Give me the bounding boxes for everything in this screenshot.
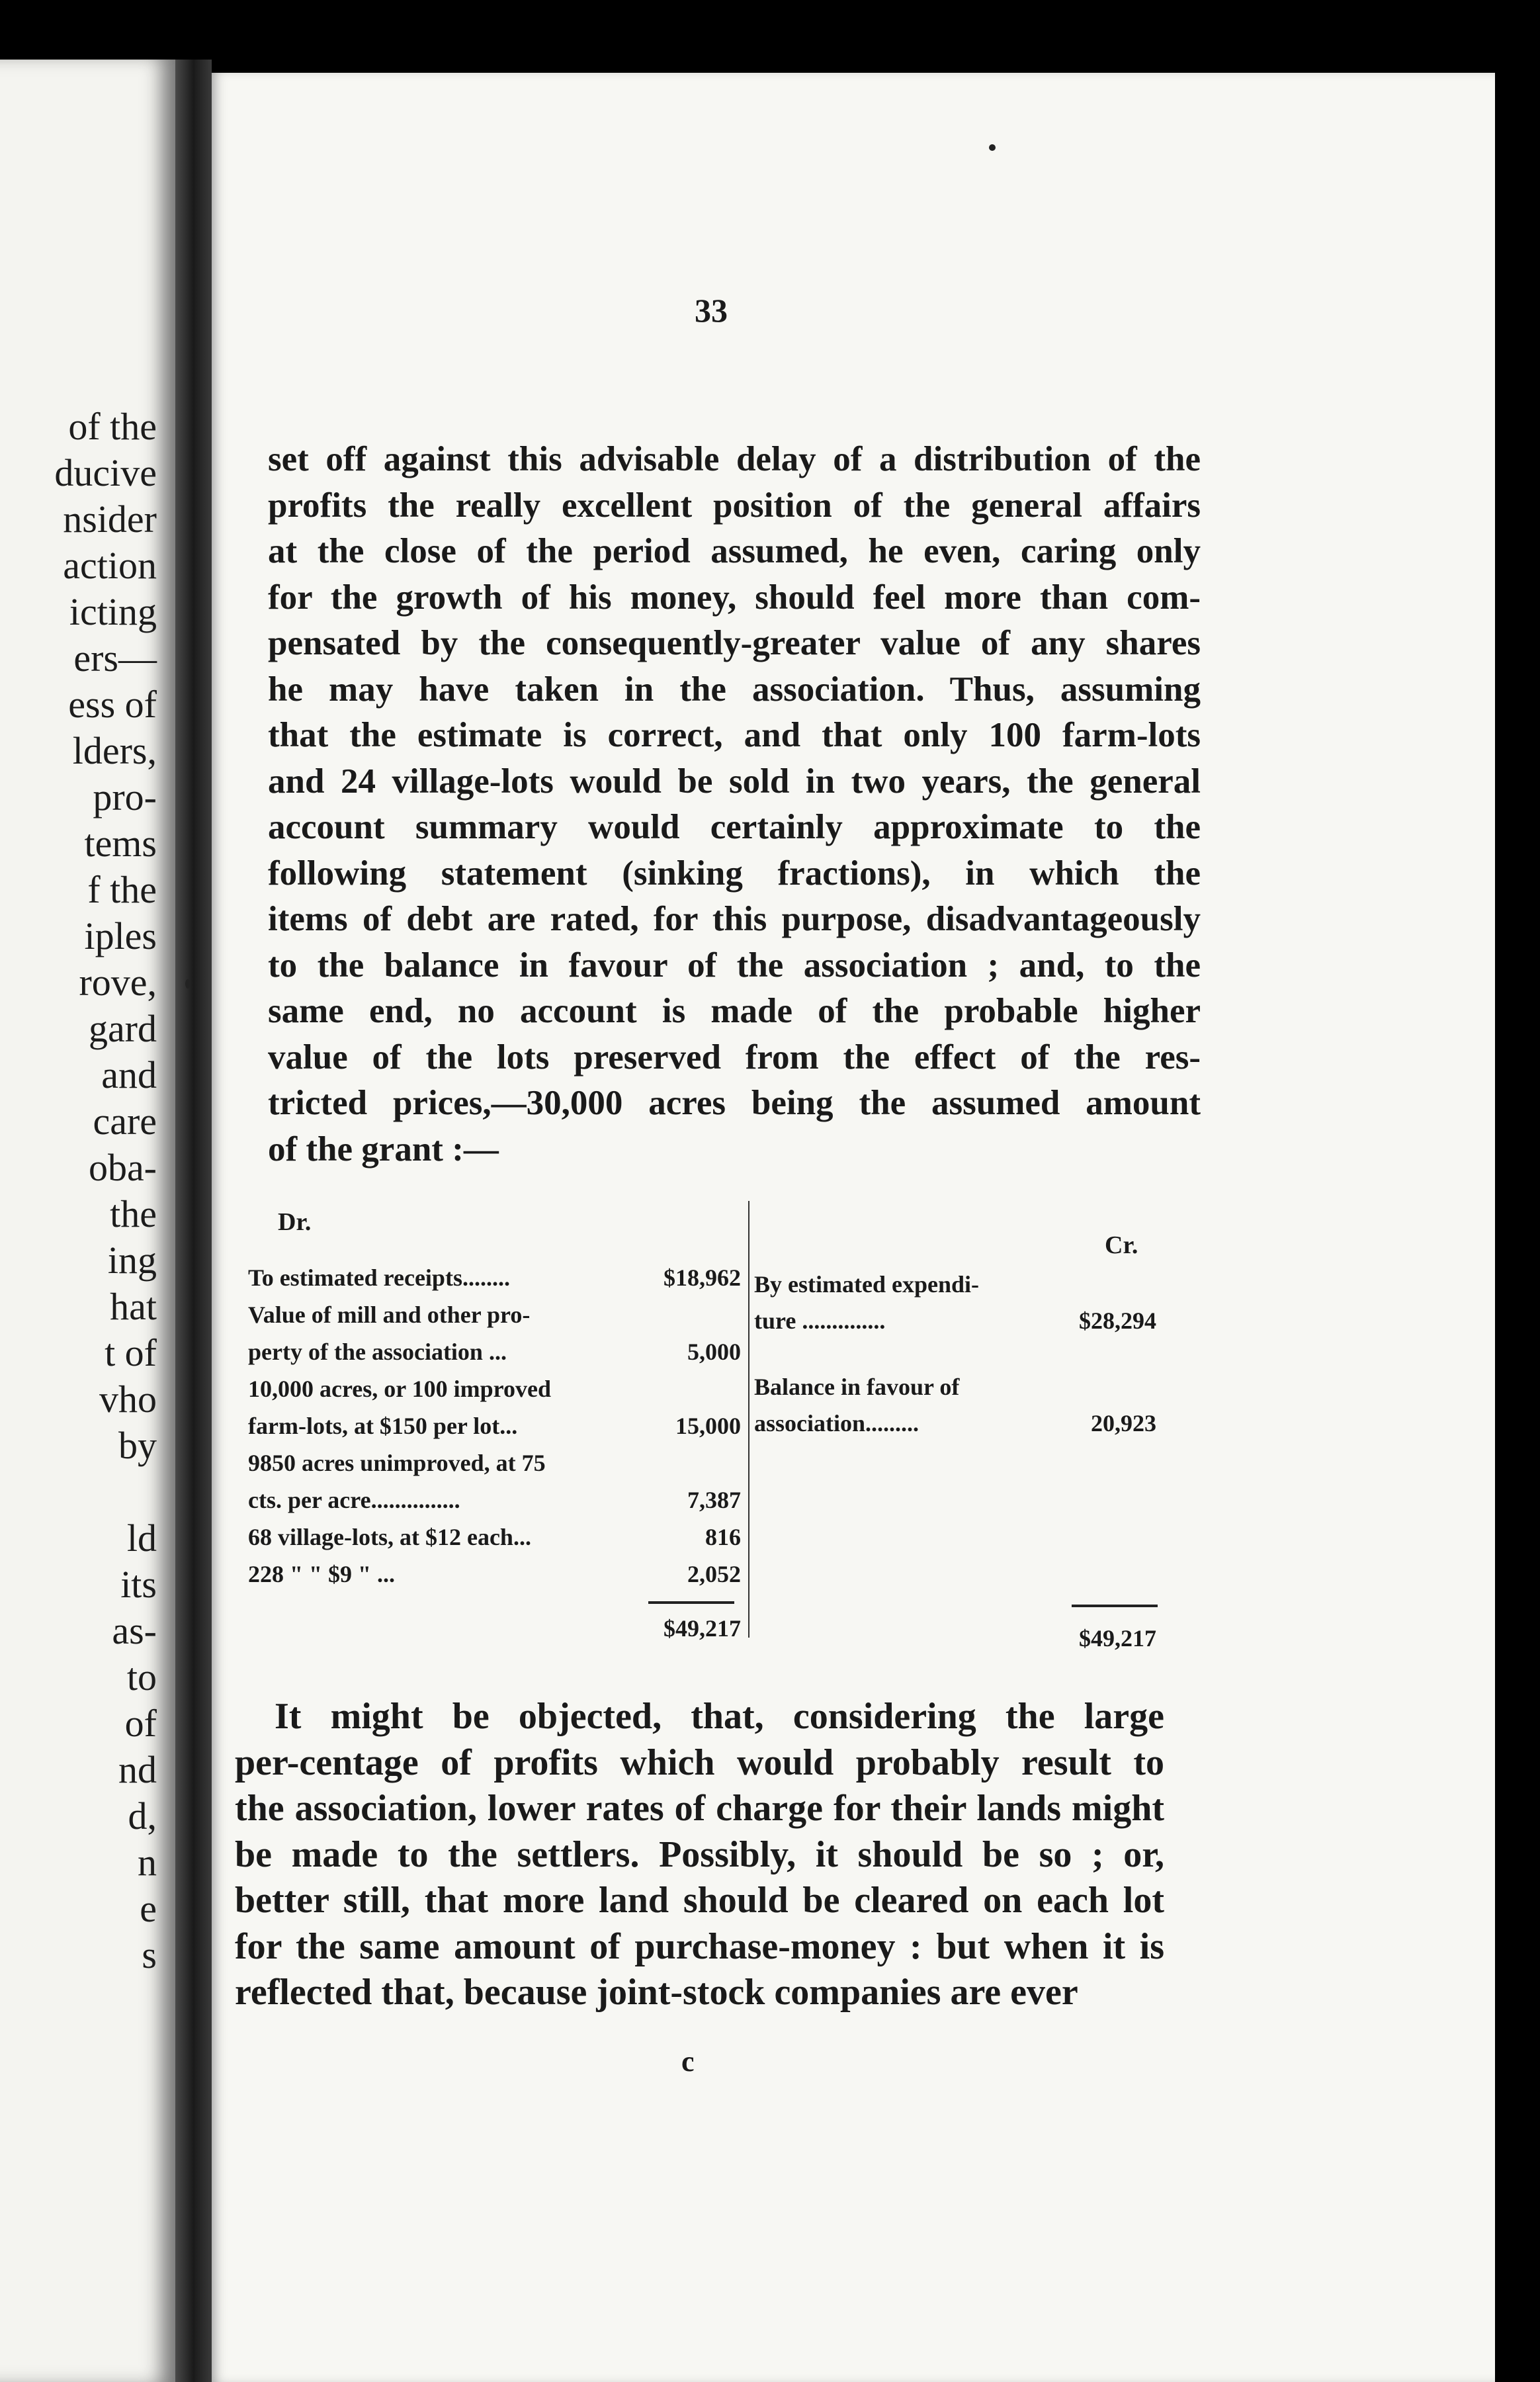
left-page-line: as- (112, 1609, 157, 1652)
text-line: the association, lower rates of charge for their lands might (235, 1788, 1164, 1829)
text-line: for the same amount of purchase-money : but when it is (235, 1925, 1164, 1967)
left-page-line: ing (107, 1239, 157, 1282)
left-page-line: nsider (63, 498, 157, 541)
left-page-line: n (138, 1841, 157, 1884)
left-page-line: action (63, 544, 157, 587)
signature-mark: c (681, 2045, 695, 2078)
debit-entry-text: 68 village-lots, at $12 each... (248, 1524, 531, 1550)
text-line: better still, that more land should be cleared on each lot (235, 1880, 1164, 1921)
left-page-line: of (124, 1702, 157, 1745)
credit-total: $49,217 (1079, 1625, 1156, 1652)
text-line: reflected that, because joint-stock companies are ever (235, 1972, 1078, 2013)
left-page-line: e (140, 1887, 157, 1930)
left-page-line: hat (110, 1285, 157, 1328)
debit-entry-amount: $18,962 (663, 1264, 741, 1291)
text-line: be made to the settlers. Possibly, it should be so ; or, (235, 1833, 1164, 1875)
text-line: at the close of the period assumed, he even, caring only (268, 532, 1201, 570)
text-line: and 24 village-lots would be sold in two years, the general (268, 762, 1201, 801)
text-line: pensated by the consequently-greater value of any shares (268, 624, 1201, 662)
debit-entry-text: 10,000 acres, or 100 improved (248, 1376, 551, 1402)
left-page-line: nd (118, 1748, 157, 1791)
debit-total-rule (648, 1601, 734, 1604)
text-line: following statement (sinking fractions), in which the (268, 854, 1201, 893)
text-line: to the balance in favour of the association ; and, to the (268, 946, 1201, 985)
debit-entry-text: perty of the association ... (248, 1339, 507, 1365)
text-line: tricted prices,—30,000 acres being the assumed amount (268, 1084, 1201, 1122)
left-page (0, 60, 175, 2382)
left-page-line: t of (105, 1331, 157, 1374)
text-line: per-centage of profits which would probably result to (235, 1742, 1164, 1783)
text-line: same end, no account is made of the probable higher (268, 992, 1201, 1030)
debit-entry-text: To estimated receipts........ (248, 1264, 510, 1291)
left-page-line: iples (84, 914, 157, 957)
debit-header: Dr. (278, 1208, 312, 1236)
left-page-line: oba- (88, 1146, 157, 1189)
text-line: profits the really excellent position of the general affairs (268, 486, 1201, 525)
left-page-line: s (142, 1933, 157, 1976)
left-page-line: ld (126, 1517, 157, 1560)
paragraph-1 (268, 437, 1201, 1172)
left-page-line: pro- (93, 775, 157, 818)
left-page-line: icting (69, 590, 157, 633)
paragraph-2 (235, 1694, 1164, 2016)
left-page-line: d, (128, 1794, 157, 1837)
debit-total: $49,217 (663, 1615, 741, 1642)
page-number: 33 (695, 292, 728, 329)
left-page-line: ducive (54, 451, 157, 494)
paper-speck (185, 979, 191, 989)
debit-entry-amount: 816 (705, 1524, 741, 1550)
left-page-line: its (120, 1563, 157, 1606)
text-line: set off against this advisable delay of a distribution of the (268, 440, 1201, 478)
left-page-line: of the (68, 405, 157, 448)
text-line: that the estimate is correct, and that only 100 farm-lots (268, 716, 1201, 754)
left-page-line: to (126, 1655, 157, 1698)
left-page-line: f the (87, 868, 157, 911)
text-line: items of debt are rated, for this purpose, disadvantageously (268, 900, 1201, 938)
debit-entry-amount: 5,000 (687, 1339, 741, 1365)
credit-header: Cr. (1105, 1231, 1138, 1259)
debit-entry-text: farm-lots, at $150 per lot... (248, 1413, 518, 1439)
text-line: for the growth of his money, should feel more than com- (268, 578, 1201, 617)
debit-entry-text: 228 " " $9 " ... (248, 1561, 395, 1587)
paper-speck (989, 144, 996, 151)
debit-entry-text: 9850 acres unimproved, at 75 (248, 1450, 546, 1476)
credit-total-rule (1072, 1605, 1158, 1607)
text-line: he may have taken in the association. Thus, assuming (268, 670, 1201, 709)
account-table (238, 1201, 1184, 1664)
text-line: account summary would certainly approximate to the (268, 808, 1201, 846)
left-page-line: and (101, 1053, 157, 1096)
credit-entry-text: By estimated expendi- (754, 1271, 979, 1298)
debit-entry-amount: 7,387 (687, 1487, 741, 1513)
left-page-line: ess of (68, 683, 157, 726)
left-page-line: gard (88, 1007, 157, 1050)
text-line: value of the lots preserved from the effect of the res- (268, 1037, 1201, 1077)
left-page-line: by (118, 1424, 157, 1467)
text-line: of the grant :— (268, 1129, 499, 1169)
left-page-line: ers— (73, 637, 157, 680)
credit-entry-amount: 20,923 (1091, 1410, 1156, 1436)
debit-entry-text: Value of mill and other pro- (248, 1301, 531, 1328)
left-page-line: tems (84, 822, 157, 865)
left-page-line: rove, (79, 961, 157, 1004)
book-gutter (175, 60, 212, 2382)
debit-entry-text: cts. per acre............... (248, 1487, 460, 1513)
debit-entry-amount: 2,052 (687, 1561, 741, 1587)
left-page-line: care (93, 1100, 157, 1143)
credit-entry-amount: $28,294 (1079, 1307, 1156, 1334)
account-divider (748, 1201, 749, 1638)
text-line: It might be objected, that, considering the large (275, 1696, 1164, 1737)
left-page-line: the (110, 1192, 157, 1235)
left-page-line: vho (99, 1378, 157, 1421)
credit-entry-text: ture .............. (754, 1307, 886, 1334)
credit-entry-text: Balance in favour of (754, 1374, 960, 1400)
debit-entry-amount: 15,000 (675, 1413, 741, 1439)
credit-entry-text: association......... (754, 1410, 920, 1436)
left-page-line: lders, (72, 729, 157, 772)
